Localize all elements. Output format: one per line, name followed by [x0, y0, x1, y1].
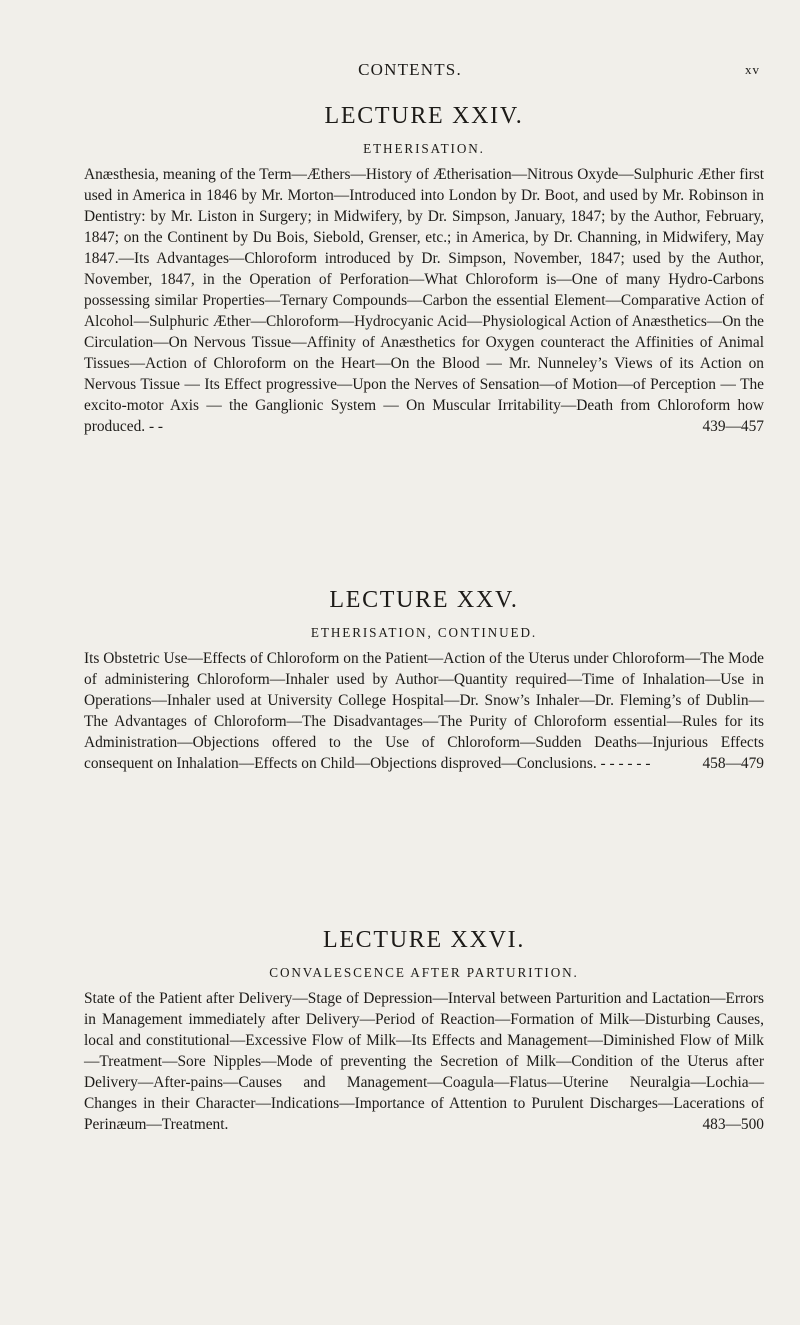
- lecture-heading: LECTURE XXV.: [329, 587, 519, 613]
- synopsis-text: Anæsthesia, meaning of the Term—Æthers—History of Ætherisation—Nitrous Oxyde—Sulphuric Æther first used in America in 1846 by Mr. Morton—Introduced into London by Dr. Boot, and used by Mr. Robinson in Dentistry: by Mr. Liston in Surgery; in Midwifery, by Dr. Simpson, January, 1847; by the Author, February, 1847; on the Continent by Du Bois, Siebold, Grenser, etc.; in America, by Dr. Channing, in Midwifery, May 1847.—Its Advantages—Chloroform introduced by Dr. Simpson, November, 1847; used by the Author, November, 1847, in the Operation of Perforation—What Chloroform is—One of many Hydro-Carbons possessing similar Properties—Ternary Compounds—Carbon the essential Element—Comparative Action of Alcohol—Sulphuric Æther—Chloroform—Hydrocyanic Acid—Physiological Action of Anæsthetics—On the Circulation—On Nervous Tissue—Affinity of Anæsthetics for Oxygen counteract the Affinities of Animal Tissues—Action of Chloroform on the Heart—On the Blood — Mr. Nunneley’s Views of its Action on Nervous Tissue — Its Effect progressive—Upon the Nerves of Sensation—of Motion—of Perception — The excito-motor Axis — the Ganglionic System — On Muscular Irritability—Death from Chloroform how produced. - -: [84, 166, 764, 435]
- running-header: [60, 60, 760, 84]
- lecture-synopsis: [84, 988, 764, 1135]
- lecture-synopsis: [84, 164, 764, 437]
- lecture-section: [84, 102, 764, 437]
- page-range: 458—479: [702, 755, 764, 772]
- lecture-subheading: ETHERISATION.: [363, 141, 485, 156]
- lecture-subheading: ETHERISATION, CONTINUED.: [310, 625, 538, 640]
- page-range: 483—500: [702, 1116, 764, 1133]
- page-range: 439—457: [702, 418, 764, 435]
- lecture-synopsis: [84, 648, 764, 774]
- lecture-section: [84, 926, 764, 1135]
- lecture-heading: LECTURE XXIV.: [324, 103, 524, 129]
- lecture-heading: LECTURE XXVI.: [322, 927, 526, 953]
- page-number: xv: [745, 62, 760, 77]
- synopsis-text: Its Obstetric Use—Effects of Chloroform on the Patient—Action of the Uterus under Chloroform—The Mode of administering Chloroform—Inhaler used by Author—Quantity required—Time of Inhalation—Use in Operations—Inhaler used at University College Hospital—Dr. Snow’s Inhaler—Dr. Fleming’s of Dublin—The Advantages of Chloroform—The Disadvantages—The Purity of Chloroform essential—Rules for its Administration—Objections offered to the Use of Chloroform—Sudden Deaths—Injurious Effects consequent on Inhalation—Effects on Child—Objections disproved—Conclusions. - - - - - -: [84, 650, 764, 772]
- lecture-section: [84, 586, 764, 774]
- running-title: CONTENTS.: [358, 60, 462, 79]
- lecture-subheading: CONVALESCENCE AFTER PARTURITION.: [269, 965, 579, 980]
- synopsis-text: State of the Patient after Delivery—Stage of Depression—Interval between Parturition and Lactation—Errors in Management immediately after Delivery—Period of Reaction—Formation of Milk—Disturbing Causes, local and constitutional—Excessive Flow of Milk—Its Effects and Management—Diminished Flow of Milk—Treatment—Sore Nipples—Mode of preventing the Secretion of Milk—Condition of the Uterus after Delivery—After-pains—Causes and Management—Coagula—Flatus—Uterine Neuralgia—Lochia—Changes in their Character—Indications—Importance of Attention to Purulent Discharges—Lacerations of Perinæum—Treatment.: [84, 990, 764, 1133]
